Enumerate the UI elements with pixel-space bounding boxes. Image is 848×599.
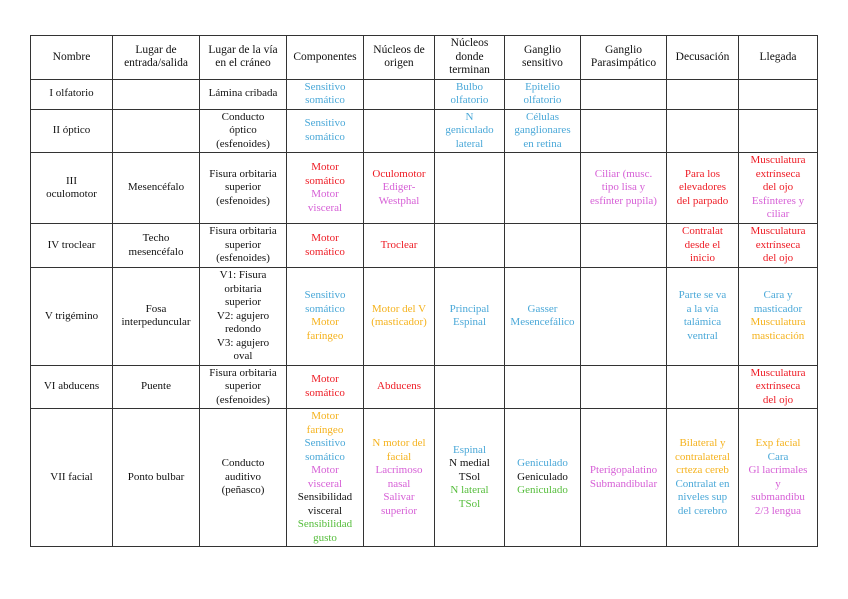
table-row-oculomotor [31,153,818,224]
cell-ganglio-sensitivo [505,153,581,224]
cell-nombre: IV troclear [31,224,113,268]
cell-llegada: Exp facial Cara Gl lacrimales y submandibu 2/3 lengua [739,409,818,547]
cell-componentes: Motor somático [287,365,364,409]
cell-llegada: Musculatura extrínseca del ojo [739,365,818,409]
header-row [31,36,818,80]
cell-componentes: Motor faríngeo Sensitivo somático Motor visceral Sensibilidad visceral Sensibilidad gusto [287,409,364,547]
cell-decusacion: Contralat desde el inicio [667,224,739,268]
cell-ganglio-sensitivo: Geniculado Geniculado Geniculado [505,409,581,547]
cell-nombre: III oculomotor [31,153,113,224]
cell-entrada: Mesencéfalo [113,153,200,224]
cell-ganglio-sensitivo: Gasser Mesencefálico [505,268,581,366]
cell-via: V1: Fisura orbitaria superior V2: agujero redondo V3: agujero oval [200,268,287,366]
cell-componentes: Sensitivo somático [287,79,364,109]
header-nucleos-terminan: Núcleos donde terminan [435,36,505,80]
cell-ganglio-parasimpatico [581,79,667,109]
cell-via: Lámina cribada [200,79,287,109]
cell-nucleos-terminan [435,224,505,268]
cell-nombre: VI abducens [31,365,113,409]
cell-via: Conducto auditivo (peñasco) [200,409,287,547]
cell-nucleos-terminan: Bulbo olfatorio [435,79,505,109]
cell-decusacion [667,109,739,153]
cell-via: Fisura orbitaria superior (esfenoides) [200,224,287,268]
cell-llegada: Musculatura extrínseca del ojo Esfínteres y ciliar [739,153,818,224]
cell-nucleos-origen: Motor del V (masticador) [364,268,435,366]
cell-nucleos-origen: N motor del facial Lacrimoso nasal Salivar superior [364,409,435,547]
cell-entrada [113,109,200,153]
cell-llegada: Musculatura extrínseca del ojo [739,224,818,268]
cell-decusacion: Bilateral y contralateral crteza cereb Contralat en niveles sup del cerebro [667,409,739,547]
cell-entrada: Techo mesencéfalo [113,224,200,268]
header-nombre: Nombre [31,36,113,80]
cell-ganglio-parasimpatico: Ciliar (musc. tipo lisa y esfínter pupila) [581,153,667,224]
table-row-facial [31,409,818,547]
cell-nombre: V trigémino [31,268,113,366]
cell-llegada: Cara y masticador Musculatura masticación [739,268,818,366]
cell-entrada: Fosa interpeduncular [113,268,200,366]
cell-llegada [739,109,818,153]
cell-nucleos-terminan: Espinal N medial TSol N lateral TSol [435,409,505,547]
cell-ganglio-sensitivo [505,365,581,409]
table-row-troclear [31,224,818,268]
table-row-olfatorio [31,79,818,109]
cell-nucleos-terminan: N geniculado lateral [435,109,505,153]
header-lugar-entrada: Lugar de entrada/salida [113,36,200,80]
cell-ganglio-sensitivo: Epitelio olfatorio [505,79,581,109]
table-row-abducens [31,365,818,409]
cranial-nerves-table [30,35,818,547]
cell-ganglio-parasimpatico [581,365,667,409]
header-ganglio-parasimpatico: Ganglio Parasimpático [581,36,667,80]
cell-nucleos-origen [364,79,435,109]
cell-via: Conducto óptico (esfenoides) [200,109,287,153]
table-row-trigemino [31,268,818,366]
cell-ganglio-parasimpatico: Pterigopalatino Submandibular [581,409,667,547]
cell-nucleos-terminan [435,153,505,224]
header-llegada: Llegada [739,36,818,80]
cell-decusacion [667,365,739,409]
cell-decusacion: Parte se va a la vía talámica ventral [667,268,739,366]
header-lugar-via: Lugar de la vía en el cráneo [200,36,287,80]
cell-ganglio-parasimpatico [581,109,667,153]
cell-nucleos-origen: Abducens [364,365,435,409]
cell-nombre: VII facial [31,409,113,547]
header-componentes: Componentes [287,36,364,80]
header-decusacion: Decusación [667,36,739,80]
cell-nucleos-origen: Troclear [364,224,435,268]
header-nucleos-origen: Núcleos de origen [364,36,435,80]
cell-via: Fisura orbitaria superior (esfenoides) [200,365,287,409]
cell-nombre: I olfatorio [31,79,113,109]
header-ganglio-sensitivo: Ganglio sensitivo [505,36,581,80]
cell-nucleos-origen [364,109,435,153]
cell-ganglio-sensitivo: Células ganglionares en retina [505,109,581,153]
cell-entrada [113,79,200,109]
cell-componentes: Motor somático [287,224,364,268]
cell-via: Fisura orbitaria superior (esfenoides) [200,153,287,224]
cell-decusacion [667,79,739,109]
cell-nombre: II óptico [31,109,113,153]
cell-nucleos-terminan [435,365,505,409]
table-row-optico [31,109,818,153]
cell-ganglio-parasimpatico [581,224,667,268]
cell-nucleos-origen: Oculomotor Ediger- Westphal [364,153,435,224]
cell-entrada: Ponto bulbar [113,409,200,547]
cell-ganglio-sensitivo [505,224,581,268]
cell-llegada [739,79,818,109]
cell-decusacion: Para los elevadores del parpado [667,153,739,224]
cell-ganglio-parasimpatico [581,268,667,366]
cell-componentes: Sensitivo somático [287,109,364,153]
cell-entrada: Puente [113,365,200,409]
cell-nucleos-terminan: Principal Espinal [435,268,505,366]
cell-componentes: Sensitivo somático Motor faríngeo [287,268,364,366]
cell-componentes: Motor somático Motor visceral [287,153,364,224]
